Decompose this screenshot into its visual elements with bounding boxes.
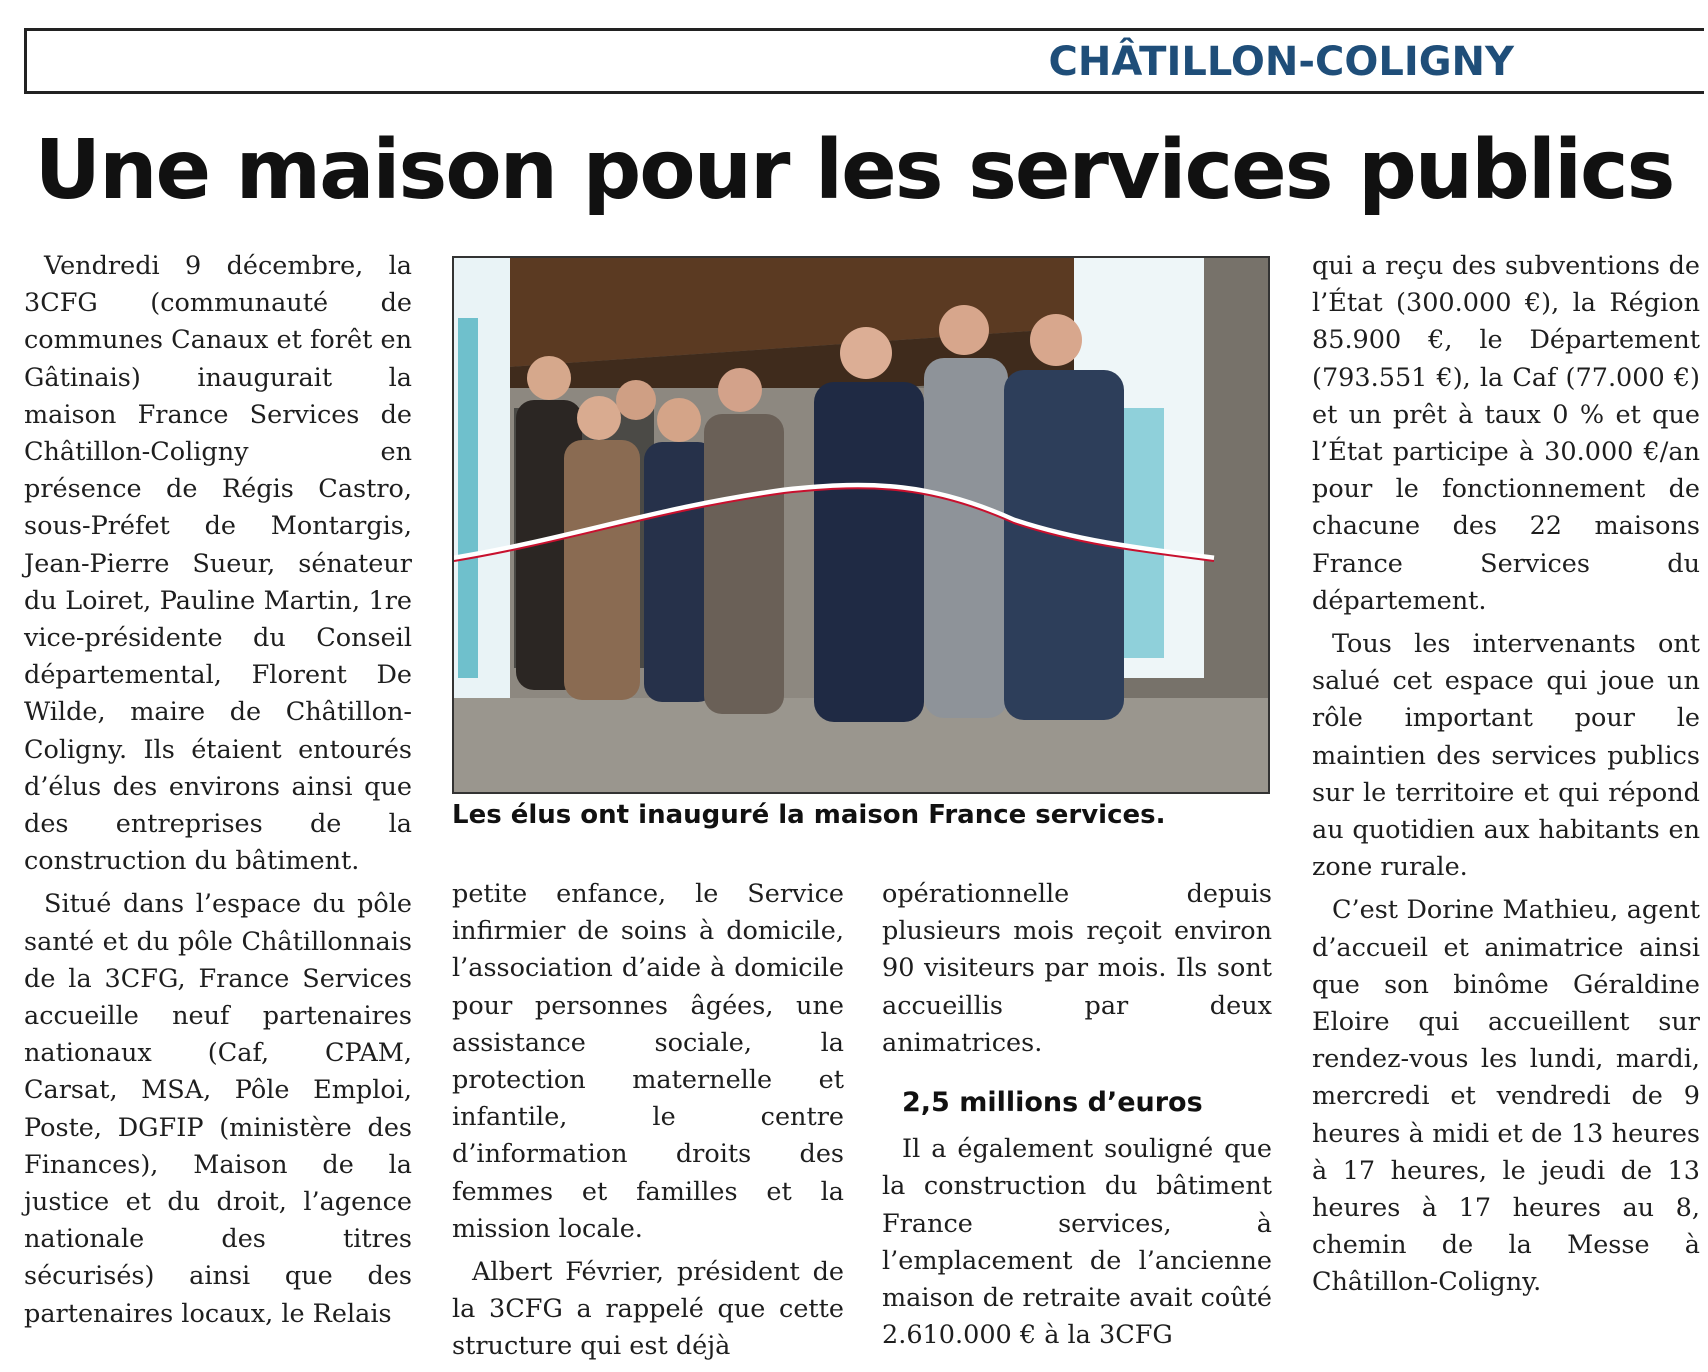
section-rubric	[24, 28, 1704, 94]
photo-caption: Les élus ont inauguré la maison France services.	[452, 800, 1166, 830]
article-column-4	[1312, 248, 1700, 1308]
article-photo	[452, 256, 1270, 794]
paragraph: Albert Février, président de la 3CFG a rappelé que cette structure qui est déjà	[452, 1257, 844, 1362]
paragraph: Il a également souligné que la construction du bâtiment France services, à l’emplacement de l’ancienne maison de retraite avait coûté 2.610.000 € à la 3CFG	[882, 1134, 1272, 1351]
paragraph: Tous les intervenants ont salué cet espace qui joue un rôle important pour le maintien des services publics sur le territoire et qui répond au quotidien aux habitants en zone rurale.	[1312, 629, 1700, 883]
paragraph: petite enfance, le Service infirmier de soins à domicile, l’association d’aide à domicile pour personnes âgées, une assistance sociale, la protection maternelle et infantile, le centre d’information droits des femmes et familles et la mission locale.	[452, 879, 844, 1244]
article-column-2	[452, 876, 844, 1372]
paragraph: Situé dans l’espace du pôle santé et du pôle Châtillonnais de la 3CFG, France Services accueille neuf partenaires nationaux (Caf, CPAM, Carsat, MSA, Pôle Emploi, Poste, DGFIP (ministère des Finances), Maison de la justice et du droit, l’agence nationale des titres sécurisés) ainsi que des partenaires locaux, le Relais	[24, 889, 412, 1329]
paragraph: C’est Dorine Mathieu, agent d’accueil et animatrice ainsi que son binôme Géraldine Eloire qui accueillent sur rendez-vous les lundi, mardi, mercredi et vendredi de 9 heures à midi et de 13 heures à 17 heures, le jeudi de 13 heures à 17 heures au 8, chemin de la Messe à Châtillon-Coligny.	[1312, 895, 1700, 1298]
article-subheading: 2,5 millions d’euros	[902, 1087, 1203, 1119]
paragraph: qui a reçu des subventions de l’État (300.000 €), la Région 85.900 €, le Département (793.551 €), la Caf (77.000 €) et un prêt à taux 0 % et que l’État participe à 30.000 €/an pour le fonctionnement de chacune des 22 maisons France Services du département.	[1312, 251, 1700, 616]
inauguration-photo	[454, 258, 1268, 792]
paragraph: opérationnelle depuis plusieurs mois reçoit environ 90 visiteurs par mois. Ils sont accueillis par deux animatrices.	[882, 879, 1272, 1058]
article-headline: Une maison pour les services publics	[34, 123, 1674, 218]
article-column-3	[882, 876, 1272, 1360]
paragraph: Vendredi 9 décembre, la 3CFG (communauté de communes Canaux et forêt en Gâtinais) inaugurait la maison France Services de Châtillon-Coligny en présence de Régis Castro, sous-Préfet de Montargis, Jean-Pierre Sueur, sénateur du Loiret, Pauline Martin, 1re vice-présidente du Conseil départemental, Florent De Wilde, maire de Châtillon-Coligny. Ils étaient entourés d’élus des environs ainsi que des entreprises de la construction du bâtiment.	[24, 251, 412, 877]
section-title: CHÂTILLON-COLIGNY	[1048, 39, 1514, 85]
article-column-1	[24, 248, 412, 1339]
